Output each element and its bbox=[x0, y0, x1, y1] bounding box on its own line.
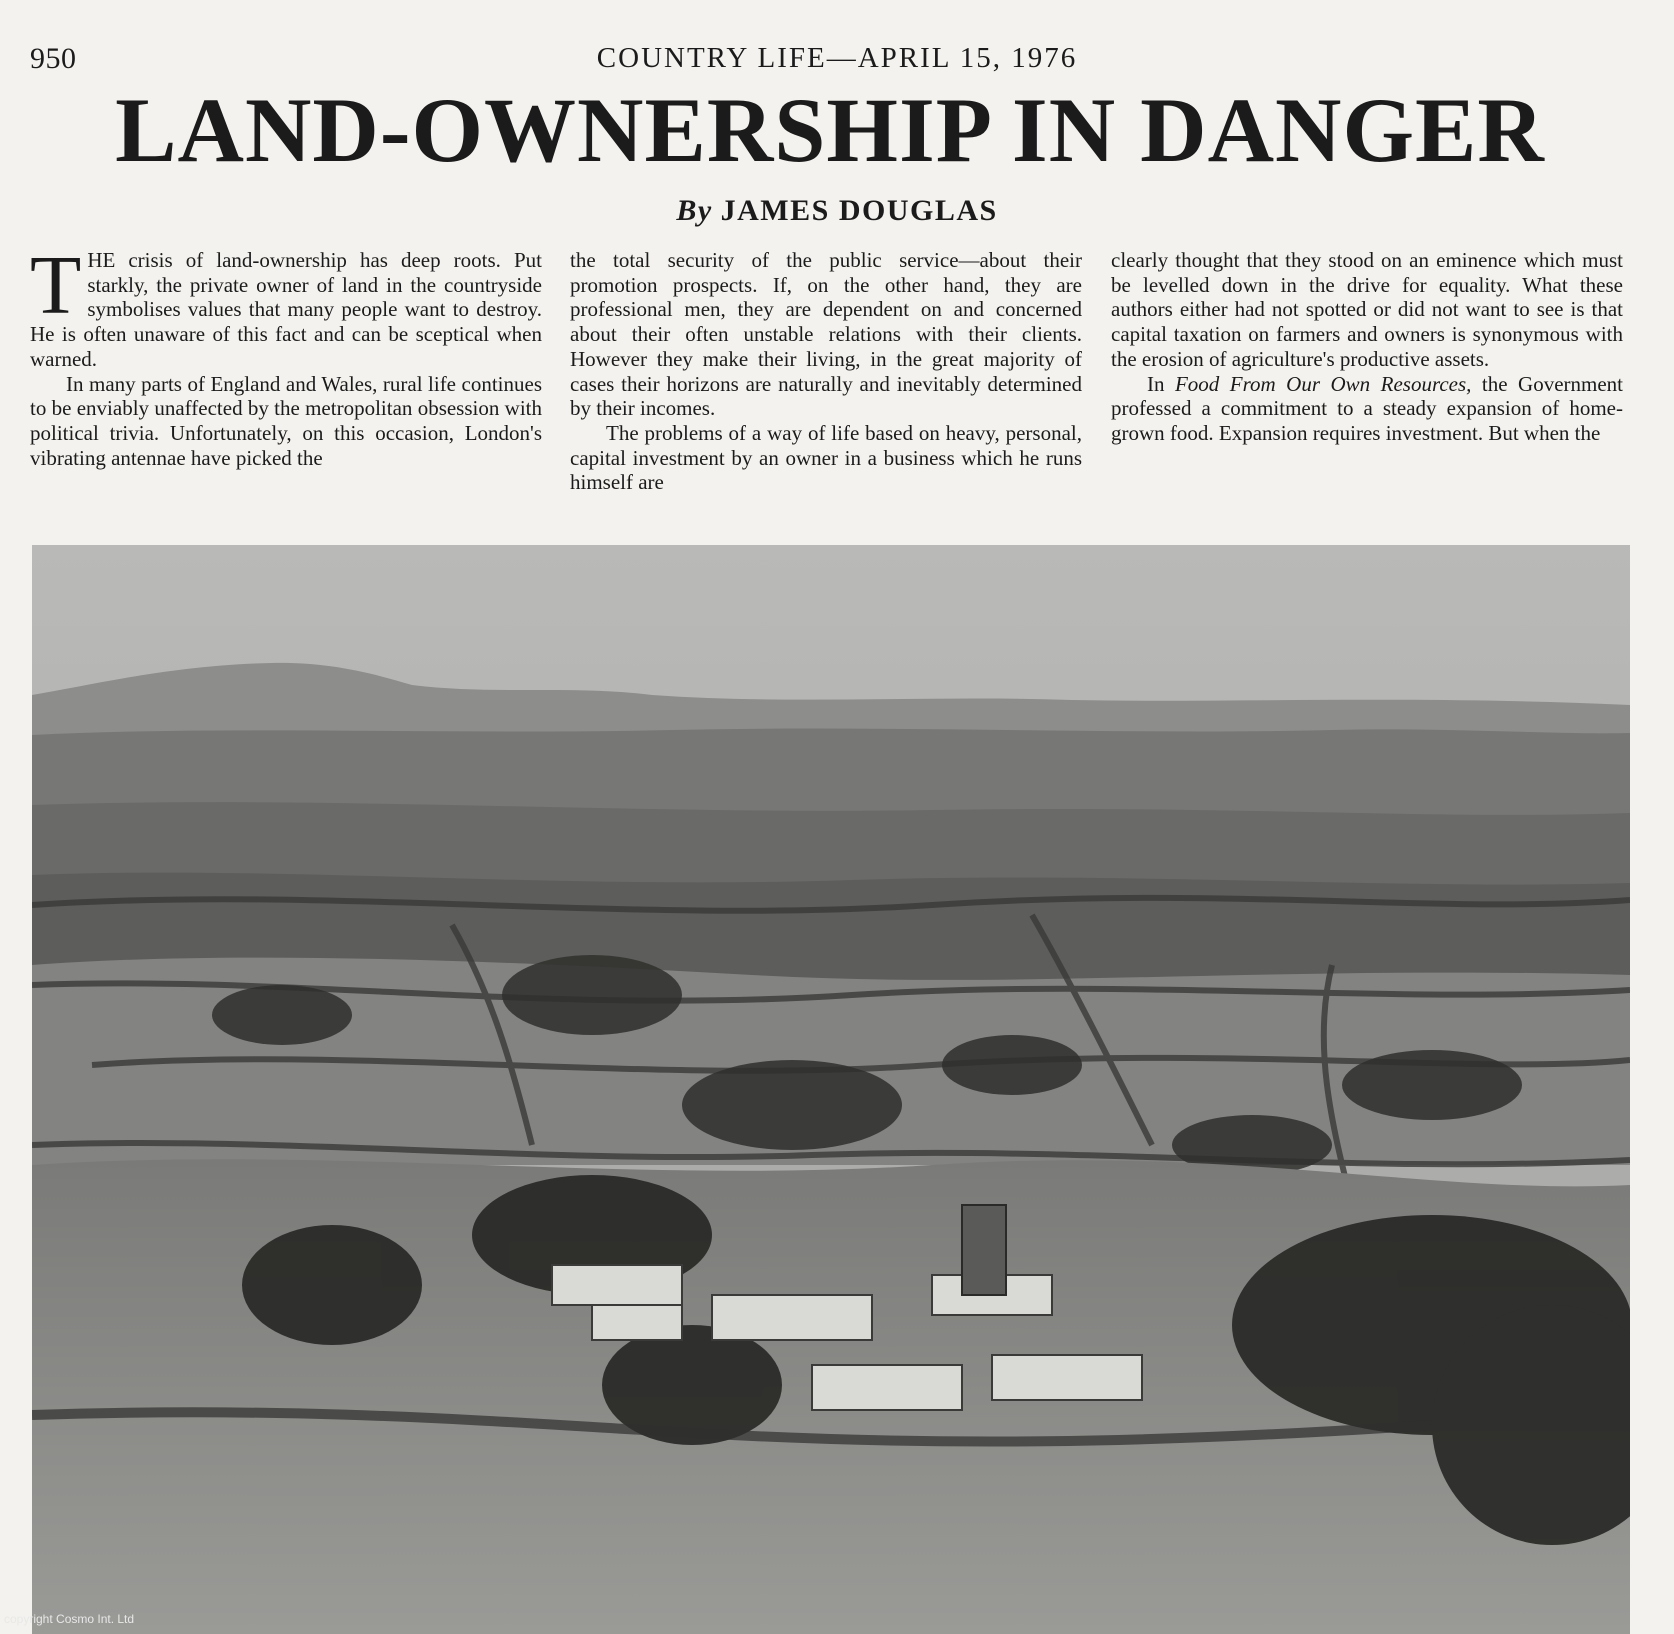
page-number: 950 bbox=[30, 42, 77, 75]
byline-prefix: By bbox=[676, 194, 713, 227]
paragraph: In many parts of England and Wales, rural life continues to be enviably unaffected by the metropolitan obsession with political trivia. Unfortunately, on this occasion, London's vibrating antennae have picked the bbox=[30, 371, 542, 470]
article-title: LAND-OWNERSHIP IN DANGER bbox=[115, 79, 1545, 181]
paragraph bbox=[30, 248, 542, 372]
article-column-3 bbox=[1111, 248, 1623, 526]
watermark-text: copyright Cosmo Int. Ltd bbox=[4, 1612, 135, 1626]
article-column-2 bbox=[570, 248, 1082, 526]
paragraph: clearly thought that they stood on an eminence which must be levelled down in the drive for equality. What these authors either had not spotted or did not want to see is that capital taxation on farmers and owners is synonymous with the erosion of agriculture's productive assets. bbox=[1111, 248, 1623, 371]
byline-name: JAMES DOUGLAS bbox=[720, 194, 998, 227]
landscape-photo-icon bbox=[32, 545, 1630, 1634]
paragraph-text: HE crisis of land-ownership has deep roots. Put starkly, the private owner of land in the countryside symbolises values that many people want to destroy. He is often unaware of this fact and can be sceptical when warned. bbox=[30, 248, 542, 371]
paragraph bbox=[1111, 372, 1623, 446]
paragraph: the total security of the public service—about their promotion prospects. If, on the other hand, they are professional men, they are dependent on and concerned about their often unstable relations with their clients. However they make their living, in the great majority of cases their horizons are naturally and inevitably determined by their incomes. bbox=[570, 248, 1082, 421]
byline bbox=[0, 194, 1674, 228]
paragraph: The problems of a way of life based on heavy, personal, capital investment by an owner in a business which he runs himself are bbox=[570, 420, 1082, 495]
landscape-photo bbox=[32, 545, 1630, 1634]
running-head: COUNTRY LIFE—APRIL 15, 1976 bbox=[596, 42, 1078, 74]
paragraph-text: the Government professed a commitment to a steady expansion of home-grown food. Expansion requires investment. But when the bbox=[1111, 371, 1623, 445]
book-title: Food From Our Own Resources, bbox=[1174, 371, 1472, 396]
drop-cap: T bbox=[30, 248, 82, 332]
paragraph-text: In bbox=[1147, 371, 1165, 396]
article-column-1 bbox=[30, 248, 542, 526]
